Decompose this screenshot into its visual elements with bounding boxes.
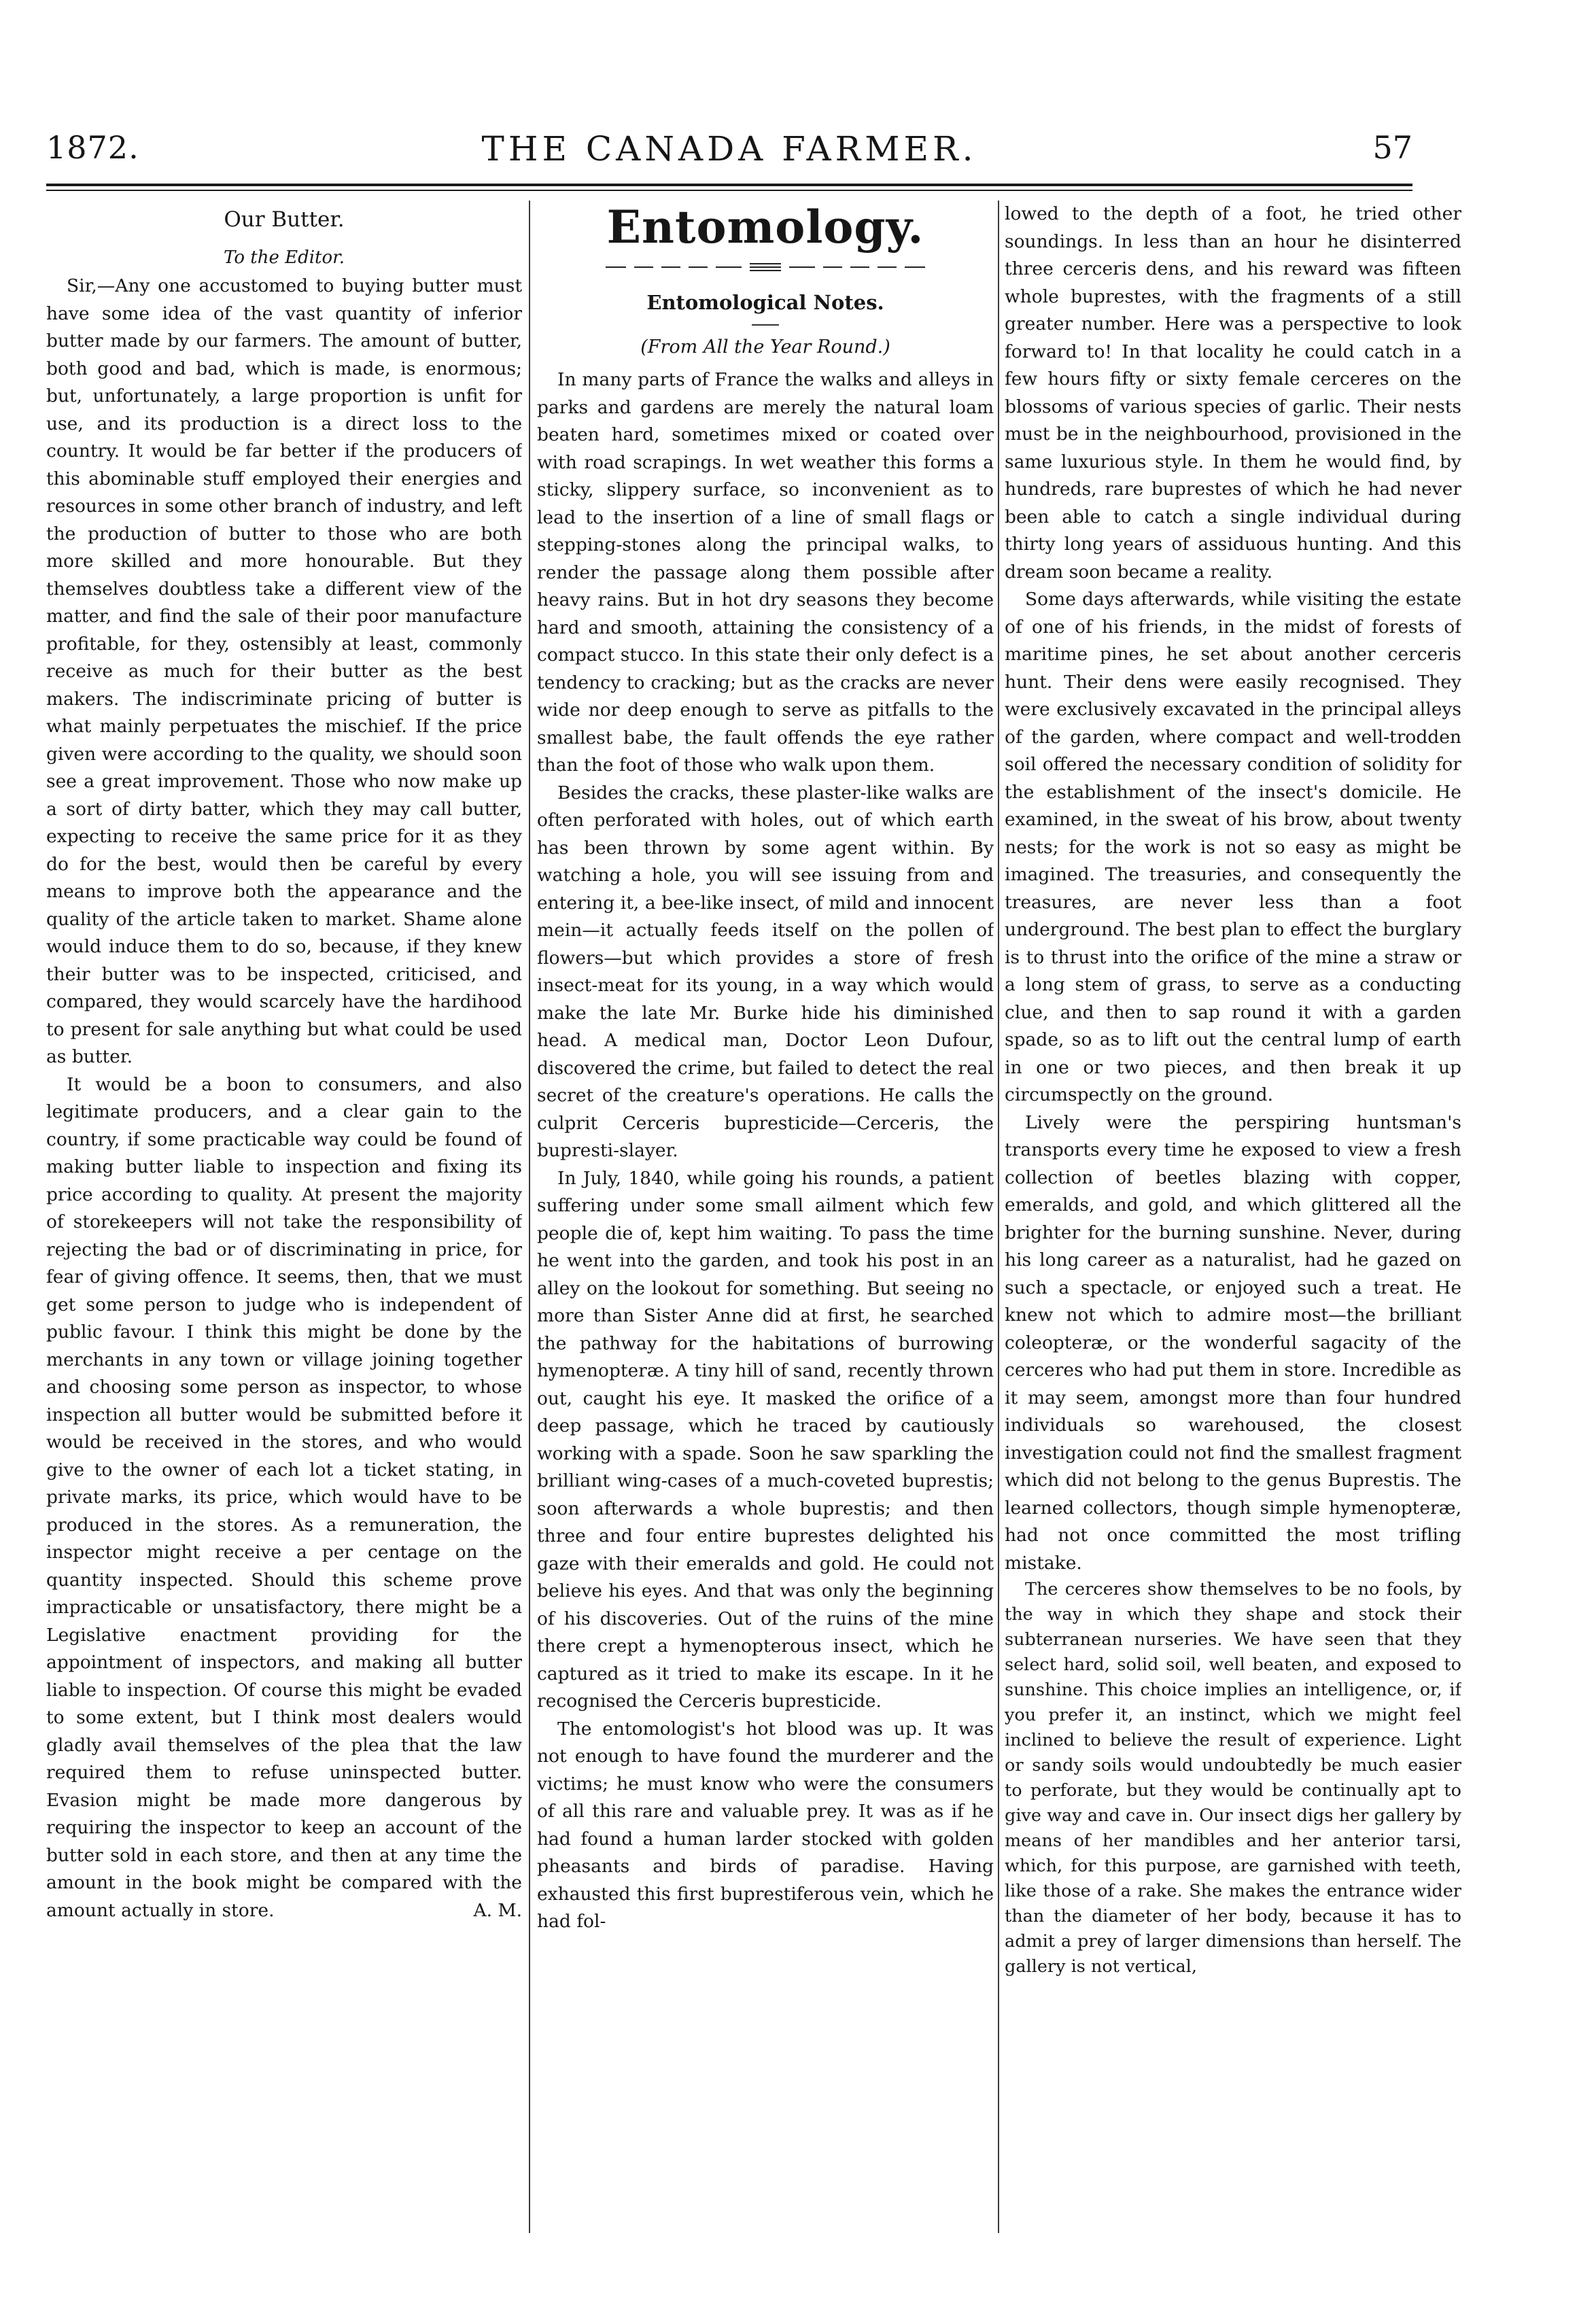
column-3 <box>1005 201 1461 2233</box>
butter-paragraph-1: Sir,—Any one accustomed to buying butter must have some idea of the vast quantity of inferior butter made by our farmers. The amount of butter, both good and bad, which is made, is enormous; but, unfortunately, a large proportion is unfit for use, and its production is a direct loss to the country. It would be far better if the producers of this abominable stuff employed their energies and resources in some other branch of industry, and left the production of butter to those who are both more skilled and more honourable. But they themselves doubtless take a different view of the matter, and find the sale of their poor manufacture profitable, for they, ostensibly at least, commonly receive as much for their butter as the best makers. The indiscriminate pricing of butter is what mainly perpetuates the mischief. If the price given were according to the quality, we should soon see a great improvement. Those who now make up a sort of dirty batter, which they may call butter, expecting to receive the same price for it as they do for the best, would then be careful by every means to improve both the appearance and the quality of the article taken to market. Shame alone would induce them to do so, because, if they knew their butter was to be inspected, criticised, and compared, they would scarcely have the hardihood to present for sale anything but what could be used as butter. <box>46 275 522 1067</box>
butter-paragraph-2-text: It would be a boon to consumers, and also legitimate producers, and a clear gain to the country, if some practicable way could be found of making butter liable to inspection and fixing its price according to quality. At present the majority of storekeepers will not take the responsibility of rejecting the bad or of discriminating in price, for fear of giving offence. It seems, then, that we must get some person to judge who is independent of public favour. I think this might be done by the merchants in any town or village joining together and choosing some person as inspector, to whose inspection all butter would be submitted before it would be received in the stores, and who would give to the owner of each lot a ticket stating, in private marks, its price, which would have to be produced in the stores. As a remuneration, the inspector might receive a per centage on the quantity inspected. Should this scheme prove impracticable or unsatisfactory, there might be a Legislative enactment providing for the appointment of inspectors, and making all butter liable to inspection. Of course this might be evaded to some extent, but I think most dealers would gladly avail themselves of the plea that the law required them to refuse uninspected butter. Evasion might be made more dangerous by requiring the inspector to keep an account of the butter sold in each store, and then at any time the amount in the book might be compared with the amount actually in store. <box>46 1073 522 1921</box>
column-1 <box>46 201 522 2233</box>
ento-paragraph-8: The cerceres show themselves to be no fools, by the way in which they shape and stock their subterranean nurseries. We have seen that they select hard, solid soil, well beaten, and exposed to sunshine. This choice implies an intelligence, or, if you prefer it, an instinct, which we might feel inclined to believe the result of experience. Light or sandy soils would undoubtedly be much easier to perforate, but they would be continually apt to give way and cave in. Our insect digs her gallery by means of her mandibles and her anterior tarsi, which, for this purpose, are garnished with teeth, like those of a rake. She makes the entrance wider than the diameter of her body, because it has to admit a prey of larger dimensions than herself. The gallery is not vertical, <box>1005 1579 1461 1977</box>
title-dash <box>752 324 779 326</box>
page-number: 57 <box>1372 129 1412 166</box>
entomology-source: (From All the Year Round.) <box>640 336 890 358</box>
butter-article-title: Our Butter. <box>224 207 345 232</box>
column-divider-2 <box>998 201 999 2233</box>
header-rule-thin <box>46 190 1412 191</box>
ento-paragraph-3: In July, 1840, while going his rounds, a patient suffering under some small ailment which few people die of, kept him waiting. To pass the time he went into the garden, and took his post in an alley on the lookout for something. But seeing no more than Sister Anne did at first, he searched the pathway for the habitations of burrowing hymenopteræ. A tiny hill of sand, recently thrown out, caught his eye. It masked the orifice of a deep passage, which he traced by cautiously working with a spade. Soon he saw sparkling the brilliant wing-cases of a much-coveted buprestis; soon afterwards a whole buprestis; and then three and four entire buprestes delighted his gaze with their emeralds and gold. He could not believe his eyes. And that was only the beginning of his discoveries. Out of the ruins of the mine there crept a hymenopterous insect, which he captured as it tried to make its escape. In it he recognised the Cerceris bupresticide. <box>537 1167 994 1712</box>
ento-paragraph-6: Some days afterwards, while visiting the estate of one of his friends, in the midst of forests of maritime pines, he set about another cerceris hunt. Their dens were easily recognised. They were exclusively excavated in the principal alleys of the garden, where compact and well-trodden soil offered the necessary condition of solidity for the establishment of the insect's domicile. He examined, in the sweat of his brow, about twenty nests; for the work is not so easy as might be imagined. The treasuries, and consequently the treasures, are never less than a foot underground. The best plan to effect the burglary is to thrust into the orifice of the mine a straw or a long stem of grass, to serve as a conducting clue, and then to sap round it with a garden spade, so as to lift out the central lump of earth in one or two pieces, and then break it up circumspectly on the ground. <box>1005 589 1461 1105</box>
ento-paragraph-7: Lively were the perspiring huntsman's transports every time he exposed to view a fresh collection of beetles blazing with copper, emeralds, and gold, and which glittered all the brighter for the burning sunshine. Never, during his long career as a naturalist, had he gazed on such a spectacle, or enjoyed such a treat. He knew not which to admire most—the brilliant coleopteræ, or the wonderful sagacity of the cerceres who had put them in store. Incredible as it may seem, amongst more than four hundred individuals so warehoused, the closest investigation could not find the smallest fragment which did not belong to the genus Buprestis. The learned collectors, though simple hymenopteræ, had not once committed the most trifling mistake. <box>1005 1111 1461 1574</box>
publication-title: THE CANADA FARMER. <box>481 129 977 169</box>
ento-paragraph-1: In many parts of France the walks and alleys in parks and gardens are merely the natural loam beaten hard, sometimes mixed or coated over with road scrapings. In wet weather this forms a sticky, slippery surface, so inconvenient as to lead to the insertion of a line of small flags or stepping-stones along the principal walks, to render the passage along them possible after heavy rains. But in hot dry seasons they become hard and smooth, attaining the consistency of a compact stucco. In this state their only defect is a tendency to cracking; but as the cracks are never wide nor deep enough to serve as pitfalls to the smallest babe, the fault offends the eye rather than the foot of those who walk upon them. <box>537 369 994 776</box>
column-2 <box>537 201 994 2233</box>
ento-paragraph-2: Besides the cracks, these plaster-like walks are often perforated with holes, out of which earth has been thrown by some agent within. By watching a hole, you will see issuing from and entering it, a bee-like insect, of mild and innocent mein—it actually feeds itself on the pollen of flowers—but which provides a store of fresh insect-meat for its young, in a way which would make the late Mr. Burke hide his diminished head. A medical man, Doctor Leon Dufour, discovered the crime, but failed to detect the real secret of the creature's operations. He calls the culprit Cerceris bupresticide—Cerceris, the bupresti-slayer. <box>537 782 994 1161</box>
butter-paragraph-2 <box>46 1071 522 1925</box>
butter-signature: A. M. <box>473 1899 522 1921</box>
ento-paragraph-5: lowed to the depth of a foot, he tried other soundings. In less than an hour he disinterred three cerceris dens, and his reward was fifteen whole buprestes, with the fragments of a still greater number. Here was a perspective to look forward to! In that locality he could catch in a few hours fifty or sixty female cerceres on the blossoms of various species of garlic. Their nests must be in the neighbourhood, provisioned in the same luxurious style. In them he would find, by hundreds, rare buprestes of which he had never been able to catch a single individual during thirty long years of assiduous hunting. And this dream soon became a reality. <box>1005 203 1461 583</box>
butter-salutation: To the Editor. <box>224 247 345 268</box>
ornament-rule <box>537 262 994 275</box>
header-rule-thick <box>46 184 1412 186</box>
entomology-section-title: Entomology. <box>606 201 924 254</box>
entomology-article-title: Entomological Notes. <box>646 291 884 314</box>
page-header <box>46 129 1412 177</box>
ento-dense-block <box>1005 1577 1461 1979</box>
header-year: 1872. <box>46 129 139 166</box>
ento-paragraph-4: The entomologist's hot blood was up. It was not enough to have found the murderer and the victims; he must know who were the consumers of all this rare and valuable prey. It was as if he had found a human larder stocked with golden pheasants and birds of paradise. Having exhausted this first buprestiferous vein, which he had fol- <box>537 1718 994 1932</box>
column-divider-1 <box>529 201 530 2233</box>
ornament-dashes-icon <box>606 262 925 273</box>
